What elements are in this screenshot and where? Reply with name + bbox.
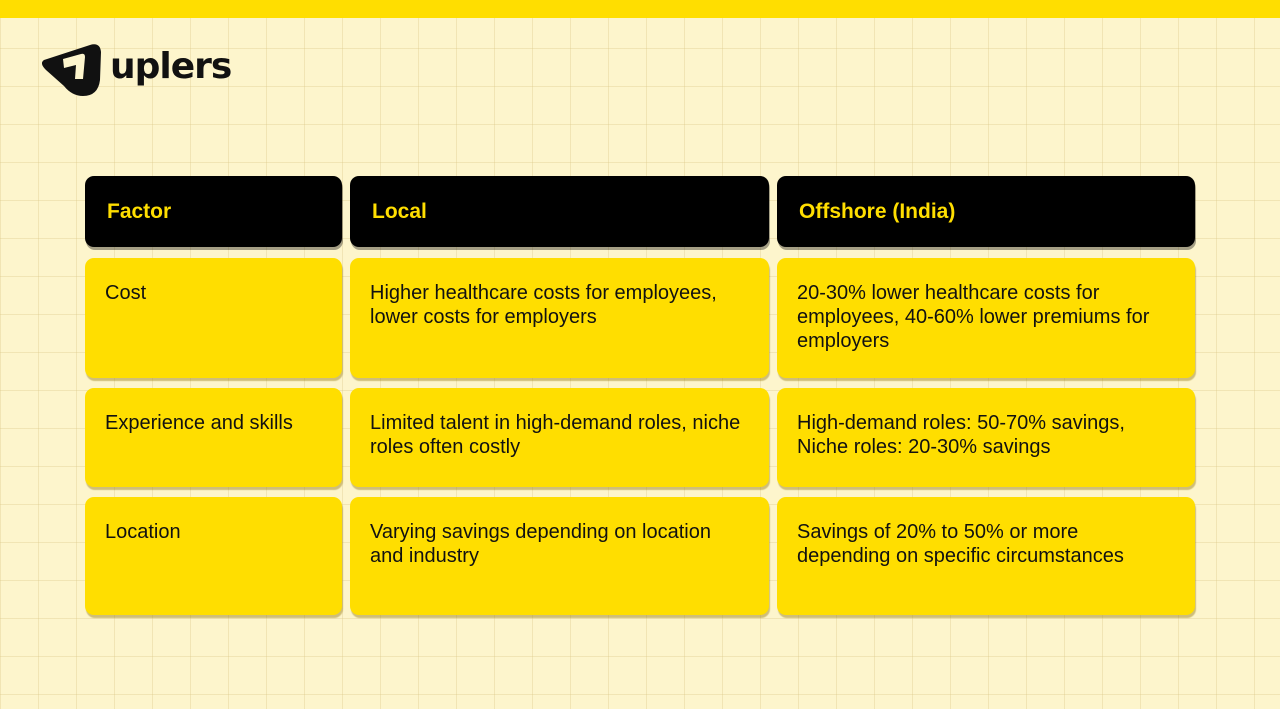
uplers-arrow-logo-icon bbox=[42, 42, 104, 98]
cell-local-location: Varying savings depending on location and industry bbox=[350, 497, 769, 615]
cell-local-experience: Limited talent in high-demand roles, niche roles often costly bbox=[350, 388, 769, 487]
cell-factor-experience: Experience and skills bbox=[85, 388, 342, 487]
logo-wordmark: uplers bbox=[110, 46, 232, 87]
cell-factor-cost: Cost bbox=[85, 258, 342, 378]
header-factor: Factor bbox=[85, 176, 342, 247]
cell-factor-location: Location bbox=[85, 497, 342, 615]
cell-offshore-location: Savings of 20% to 50% or more depending on specific circumstances bbox=[777, 497, 1195, 615]
header-offshore: Offshore (India) bbox=[777, 176, 1195, 247]
top-accent-bar bbox=[0, 0, 1280, 18]
header-local: Local bbox=[350, 176, 769, 247]
cell-offshore-experience: High-demand roles: 50-70% savings, Niche roles: 20-30% savings bbox=[777, 388, 1195, 487]
cell-local-cost: Higher healthcare costs for employees, lower costs for employers bbox=[350, 258, 769, 378]
cell-offshore-cost: 20-30% lower healthcare costs for employees, 40-60% lower premiums for employers bbox=[777, 258, 1195, 378]
uplers-logo[interactable] bbox=[42, 42, 231, 98]
